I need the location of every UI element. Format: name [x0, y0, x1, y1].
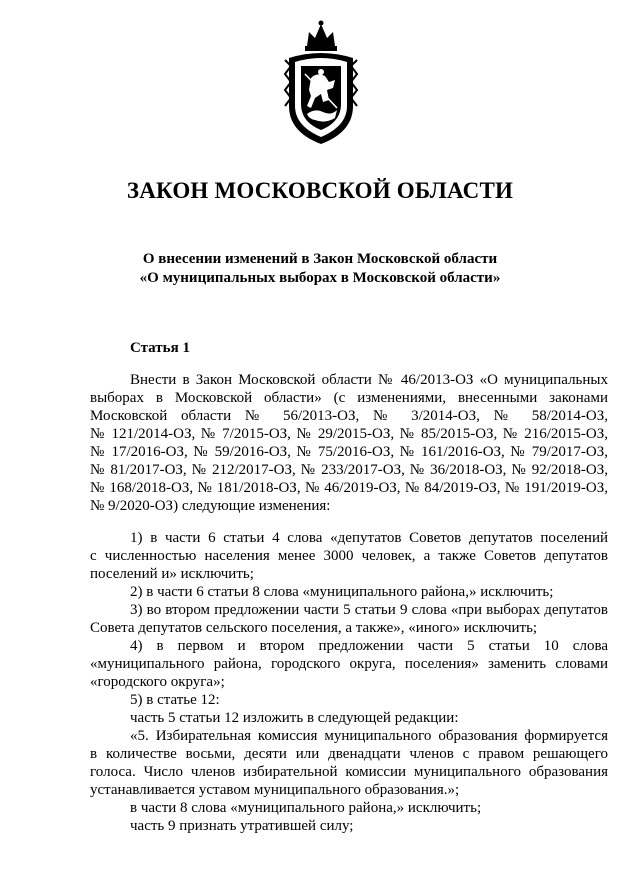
law-subtitle-line-1: О внесении изменений в Закон Московской области [142, 251, 498, 267]
body-line: поселений и» исключить; [90, 566, 254, 582]
body-line: «городского округа»; [90, 674, 225, 690]
body-line: «5. Избирательная комиссия муниципального образования формируется [130, 728, 608, 744]
body-line: выборах в Московской области» (с изменениями, внесенными законами [90, 390, 608, 406]
body-line: Совета депутатов сельского поселения, а также», «иного» исключить; [90, 620, 538, 636]
body-line: «муниципального района, городского округа, поселения» заменить словами [90, 656, 608, 672]
body-line: 1) в части 6 статьи 4 слова «депутатов Советов депутатов поселений [130, 530, 608, 546]
body-line: Московской области № 56/2013-ОЗ, № 3/2014-ОЗ, № 58/2014-ОЗ, [90, 408, 608, 424]
body-line: устанавливается уставом муниципального образования.»; [90, 782, 460, 798]
article-heading: Статья 1 [130, 340, 190, 356]
body-line: 2) в части 6 статьи 8 слова «муниципального района,» исключить; [130, 584, 554, 600]
body-line: № 81/2017-ОЗ, № 212/2017-ОЗ, № 233/2017-ОЗ, № 36/2018-ОЗ, № 92/2018-ОЗ, [90, 462, 608, 478]
body-line: в количестве восьми, десяти или двенадцати членов с правом решающего [90, 746, 608, 762]
body-line: 4) в первом и втором предложении части 5 статьи 10 слова [130, 638, 608, 654]
body-line: 3) во втором предложении части 5 статьи 9 слова «при выборах депутатов [130, 602, 608, 618]
moscow-region-coat-of-arms-icon [281, 20, 361, 148]
body-line: № 9/2020-ОЗ) следующие изменения: [90, 498, 331, 514]
body-line: Внести в Закон Московской области № 46/2013-ОЗ «О муниципальных [130, 372, 608, 388]
body-line: № 17/2016-ОЗ, № 59/2016-ОЗ, № 75/2016-ОЗ, № 161/2016-ОЗ, № 79/2017-ОЗ, [90, 444, 608, 460]
body-line: с численностью населения менее 3000 человек, а также Советов депутатов [90, 548, 608, 564]
law-title: ЗАКОН МОСКОВСКОЙ ОБЛАСТИ [126, 178, 514, 203]
body-line: голоса. Число членов избирательной комиссии муниципального образования [90, 764, 608, 780]
body-line: часть 9 признать утратившей силу; [130, 818, 354, 834]
law-subtitle-line-2: «О муниципальных выборах в Московской области» [139, 270, 501, 286]
body-line: № 121/2014-ОЗ, № 7/2015-ОЗ, № 29/2015-ОЗ, № 85/2015-ОЗ, № 216/2015-ОЗ, [90, 426, 608, 442]
body-line: 5) в статье 12: [130, 692, 220, 708]
body-line: в части 8 слова «муниципального района,» исключить; [130, 800, 482, 816]
body-line: № 168/2018-ОЗ, № 181/2018-ОЗ, № 46/2019-ОЗ, № 84/2019-ОЗ, № 191/2019-ОЗ, [90, 480, 608, 496]
body-line: часть 5 статьи 12 изложить в следующей редакции: [130, 710, 459, 726]
